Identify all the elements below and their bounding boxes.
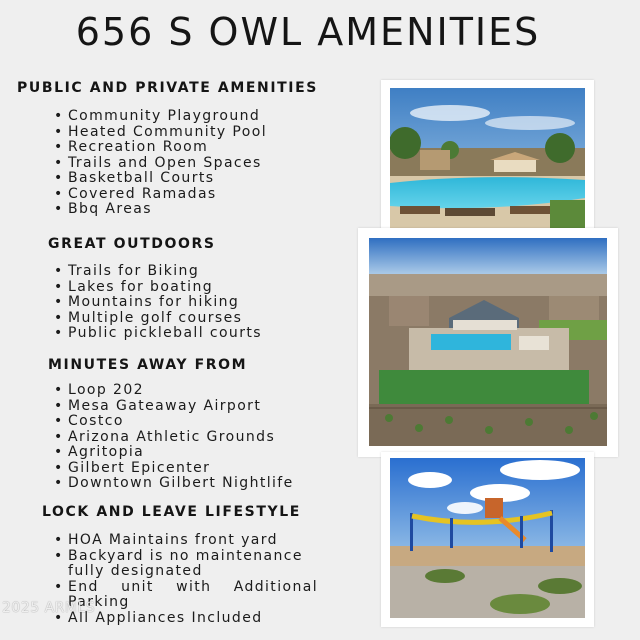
list-item: • Recreation Room (54, 140, 324, 156)
list-item: • Basketball Courts (54, 171, 324, 187)
section-heading-amenities: PUBLIC AND PRIVATE AMENITIES (17, 80, 318, 96)
list-item: • All Appliances Included (54, 611, 318, 627)
section-heading-outdoors: GREAT OUTDOORS (48, 236, 216, 252)
list-item: • Costco (54, 414, 324, 430)
list-item: • Gilbert Epicenter (54, 461, 324, 477)
list-item: • Lakes for boating (54, 280, 324, 296)
minutes-away-list (54, 383, 324, 492)
amenities-list (54, 109, 324, 218)
list-item: • Community Playground (54, 109, 324, 125)
list-item: • Trails for Biking (54, 264, 324, 280)
page-title: 656 S OWL AMENITIES (75, 10, 541, 54)
list-item: • HOA Maintains front yard (54, 533, 318, 549)
list-item: • Heated Community Pool (54, 125, 324, 141)
community-pool-photo (381, 80, 594, 235)
list-item: • Arizona Athletic Grounds (54, 430, 324, 446)
aerial-clubhouse-photo (358, 228, 618, 457)
list-item: • Multiple golf courses (54, 311, 324, 327)
copyright-watermark: 2025 ARMLS (2, 600, 96, 616)
section-heading-minutes-away: MINUTES AWAY FROM (48, 357, 248, 373)
section-heading-lifestyle: LOCK AND LEAVE LIFESTYLE (42, 504, 301, 520)
list-item: • Trails and Open Spaces (54, 156, 324, 172)
list-item: • End unit with Additional Parking (54, 580, 318, 611)
playground-photo (381, 452, 594, 627)
list-item: • Covered Ramadas (54, 187, 324, 203)
list-item: • Mountains for hiking (54, 295, 324, 311)
list-item: • Public pickleball courts (54, 326, 324, 342)
list-item: • Bbq Areas (54, 202, 324, 218)
list-item: • Downtown Gilbert Nightlife (54, 476, 324, 492)
list-item: • Mesa Gateaway Airport (54, 399, 324, 415)
list-item: • Loop 202 (54, 383, 324, 399)
list-item: • Backyard is no maintenance fully designated (54, 549, 318, 580)
outdoors-list (54, 264, 324, 342)
list-item: • Agritopia (54, 445, 324, 461)
